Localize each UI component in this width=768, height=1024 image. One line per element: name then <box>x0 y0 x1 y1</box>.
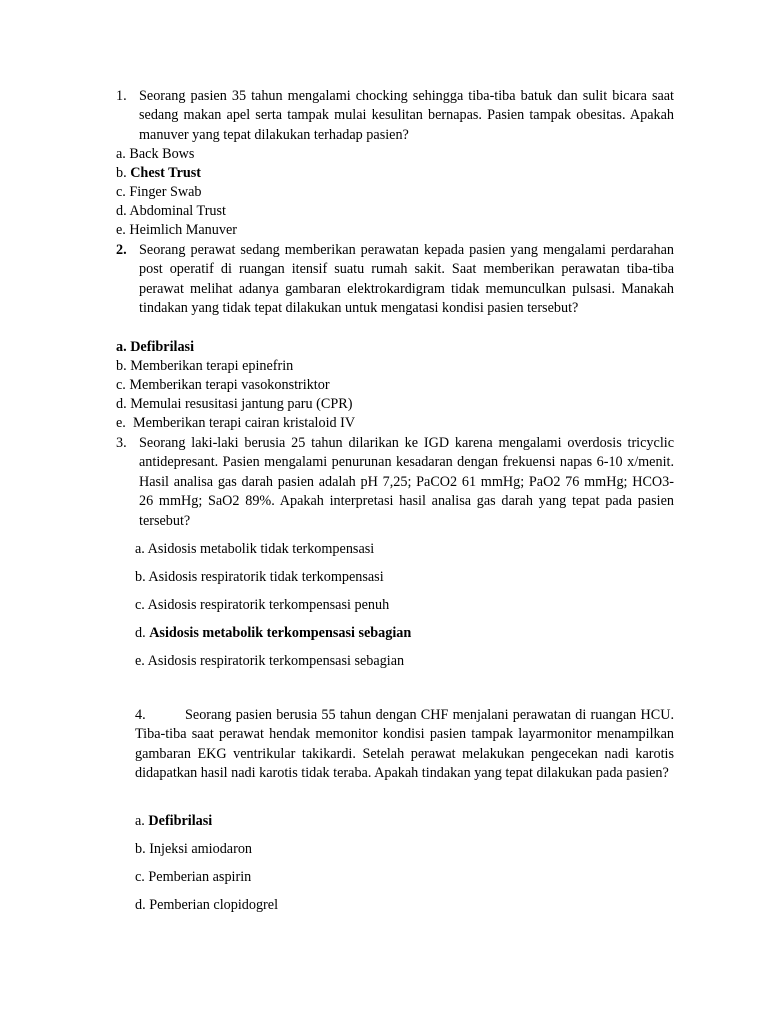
question-number: 3. <box>116 435 127 451</box>
q1-option-d: d. Abdominal Trust <box>116 203 226 219</box>
question-number: 1. <box>116 88 127 104</box>
q4-option-c: c. Pemberian aspirin <box>135 869 252 885</box>
q1-option-e: e. Heimlich Manuver <box>116 222 237 238</box>
option-label: Injeksi amiodaron <box>149 841 253 857</box>
option-label: Memberikan terapi epinefrin <box>130 358 294 374</box>
question-text: Seorang pasien 35 tahun mengalami chocking sehingga tiba-tiba batuk dan sulit bicara saat sedang makan apel serta tampak mulai kesulitan bernapas. Pasien tampak obesitas. Apakah manuver yang tepat dilakukan terhadap pasien? <box>139 88 674 143</box>
question-text: Seorang perawat sedang memberikan perawatan kepada pasien yang mengalami perdarahan post operatif di ruangan itensif suatu rumah sakit. Saat memberikan perawatan tiba-tiba perawat melihat adanya gambaran elektrokardigram tidak memunculkan pulsasi. Manakah tindakan yang tidak tepat dilakukan untuk mengatasi kondisi pasien tersebut? <box>139 242 674 317</box>
q4-option-b: b. Injeksi amiodaron <box>135 841 253 857</box>
option-label-answer: Defibrilasi <box>148 813 213 829</box>
q2-option-d: d. Memulai resusitasi jantung paru (CPR) <box>116 396 353 412</box>
q2-option-e: e. Memberikan terapi cairan kristaloid IV <box>116 415 356 431</box>
question-3 <box>116 434 674 531</box>
q3-option-c: c. Asidosis respiratorik terkompensasi penuh <box>135 597 390 613</box>
option-label: Memulai resusitasi jantung paru (CPR) <box>130 396 353 412</box>
option-label: Finger Swab <box>129 184 202 200</box>
question-4 <box>135 706 674 784</box>
option-label: Asidosis respiratorik terkompensasi penuh <box>147 597 390 613</box>
option-label: Memberikan terapi vasokonstriktor <box>129 377 330 393</box>
option-label: Heimlich Manuver <box>129 222 237 238</box>
q2-option-a: a. Defibrilasi <box>116 339 195 355</box>
q4-option-d: d. Pemberian clopidogrel <box>135 897 279 913</box>
option-label: Back Bows <box>129 146 195 162</box>
option-label: Abdominal Trust <box>129 203 226 219</box>
question-text: Seorang laki-laki berusia 25 tahun dilarikan ke IGD karena mengalami overdosis tricyclic antidepresant. Pasien mengalami penurunan kesadaran dengan frekuensi napas 6-10 x/menit. Hasil analisa gas darah pasien adalah pH 7,25; PaCO2 61 mmHg; PaO2 76 mmHg; HCO3- 26 mmHg; SaO2 89%. Apakah interpretasi hasil analisa gas darah yang tepat pada pasien tersebut? <box>139 435 674 529</box>
q3-option-a: a. Asidosis metabolik tidak terkompensasi <box>135 541 375 557</box>
option-label-answer: Asidosis metabolik terkompensasi sebagian <box>149 625 412 641</box>
q2-option-b: b. Memberikan terapi epinefrin <box>116 358 294 374</box>
question-1 <box>116 87 674 145</box>
question-number: 4. <box>135 707 146 723</box>
q2-option-c: c. Memberikan terapi vasokonstriktor <box>116 377 330 393</box>
q3-option-e: e. Asidosis respiratorik terkompensasi sebagian <box>135 653 405 669</box>
option-label-answer: Chest Trust <box>130 165 201 181</box>
question-text: Seorang pasien berusia 55 tahun dengan CHF menjalani perawatan di ruangan HCU. Tiba-tiba saat perawat hendak memonitor kondisi pasien tampak layarmonitor menampilkan gambaran EKG ventrikular takikardi. Setelah perawat melakukan pengecekan nadi karotis didapatkan hasil nadi karotis tidak teraba. Apakah tindakan yang tepat dilakukan pada pasien? <box>135 707 674 782</box>
q3-option-d: d. Asidosis metabolik terkompensasi sebagian <box>135 625 412 641</box>
option-label: Asidosis respiratorik tidak terkompensasi <box>148 569 384 585</box>
question-2 <box>116 241 674 319</box>
option-label: Memberikan terapi cairan kristaloid IV <box>132 415 356 431</box>
option-label: Asidosis respiratorik terkompensasi sebagian <box>147 653 405 669</box>
option-label-answer: Defibrilasi <box>130 339 195 355</box>
option-label: Asidosis metabolik tidak terkompensasi <box>147 541 375 557</box>
question-number: 2. <box>116 242 127 258</box>
q1-option-c: c. Finger Swab <box>116 184 202 200</box>
option-label: Pemberian aspirin <box>148 869 252 885</box>
q1-option-a: a. Back Bows <box>116 146 195 162</box>
q1-option-b: b. Chest Trust <box>116 165 201 181</box>
option-label: Pemberian clopidogrel <box>149 897 279 913</box>
q4-option-a: a. Defibrilasi <box>135 813 213 829</box>
q3-option-b: b. Asidosis respiratorik tidak terkompensasi <box>135 569 384 585</box>
